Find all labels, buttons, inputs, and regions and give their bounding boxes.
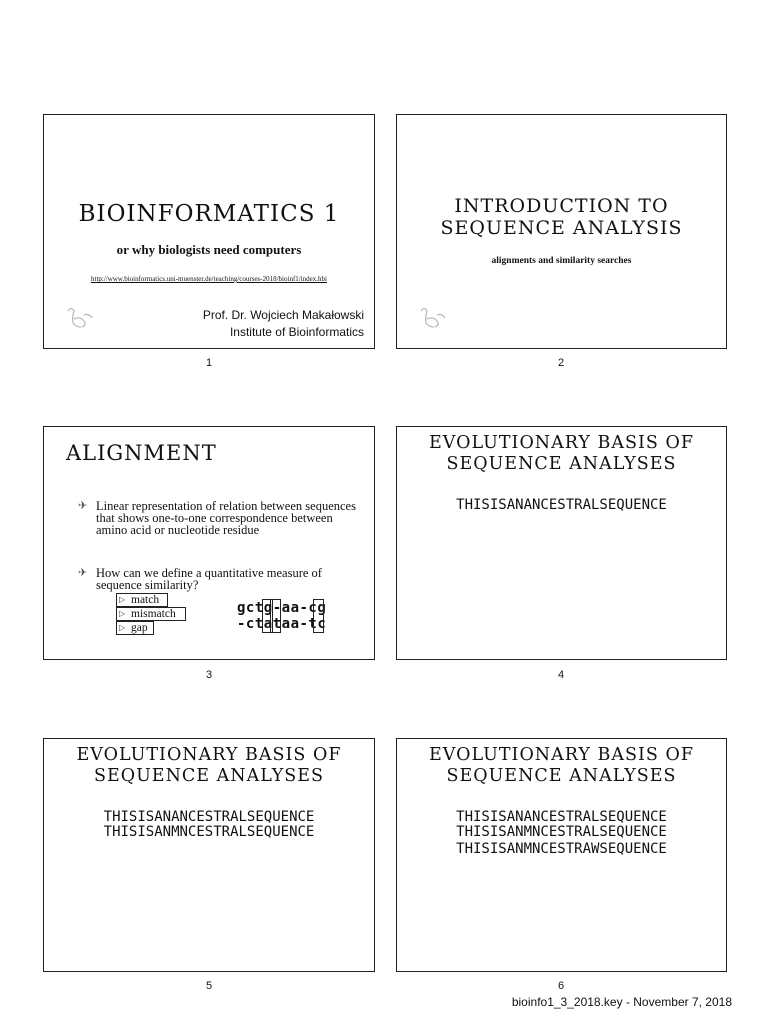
slide-6-number: 6: [557, 980, 565, 992]
institute-logo-icon: [64, 305, 98, 331]
slide-3-bullet-2: ✈ How can we define a quantitative measure of sequence similarity?: [78, 566, 322, 592]
slide-2-subtitle: alignments and similarity searches: [491, 256, 632, 266]
slide-1-subtitle: or why biologists need computers: [116, 242, 302, 257]
sequence-line: THISISANMNCESTRALSEQUENCE: [103, 824, 315, 840]
slide-2: [396, 114, 727, 349]
page-footer: bioinfo1_3_2018.key - November 7, 2018: [511, 995, 732, 1009]
triangle-bullet-icon: ▷: [119, 623, 126, 632]
slide-1: [43, 114, 375, 349]
slide-5-title-line2: SEQUENCE ANALYSES: [93, 766, 325, 786]
slide-3-number: 3: [205, 669, 213, 681]
slide-5-title-line1: EVOLUTIONARY BASIS OF: [76, 745, 342, 765]
institute-logo-icon: [417, 305, 451, 331]
slide-4-title-line2: SEQUENCE ANALYSES: [446, 454, 677, 474]
slide-2-title-line2: SEQUENCE ANALYSIS: [440, 217, 683, 239]
slide-1-number: 1: [205, 357, 213, 369]
slide-4: [396, 426, 727, 660]
arrow-bullet-icon: ✈: [78, 567, 88, 579]
sub-item-match: ▷ match: [116, 593, 168, 607]
alignment-top-row: gctg-aa-cg: [237, 600, 327, 616]
slide-1-url[interactable]: http://www.bioinformatics.uni-muenster.de/teaching/courses-2018/bioinf1/index.hbi: [91, 275, 327, 283]
sub-item-mismatch: ▷ mismatch: [116, 607, 186, 621]
slide-3: [43, 426, 375, 660]
slide-2-title-line1: INTRODUCTION TO: [454, 195, 669, 217]
sequence-line: THISISANMNCESTRALSEQUENCE: [456, 824, 667, 840]
triangle-bullet-icon: ▷: [119, 609, 126, 618]
alignment-bottom-row: -ctataa-tc: [237, 616, 327, 632]
slide-5: [43, 738, 375, 972]
slide-1-author: Prof. Dr. Wojciech Makałowski: [202, 308, 364, 322]
sequence-line: THISISANANCESTRALSEQUENCE: [456, 497, 667, 513]
slide-3-bullet-1: ✈ Linear representation of relation between sequences that shows one-to-one correspondence between amino acid or nucleotide residue: [78, 499, 356, 537]
slide-6-title-line1: EVOLUTIONARY BASIS OF: [429, 745, 694, 765]
slide-2-number: 2: [557, 357, 565, 369]
slide-1-institute: Institute of Bioinformatics: [229, 325, 364, 339]
alignment-gap-box: [313, 599, 324, 633]
slide-6: [396, 738, 727, 972]
arrow-bullet-icon: ✈: [78, 500, 88, 512]
slide-3-title: ALIGNMENT: [66, 441, 217, 465]
slide-4-number: 4: [557, 669, 565, 681]
slide-1-title: BIOINFORMATICS 1: [78, 201, 340, 227]
slide-4-title-line1: EVOLUTIONARY BASIS OF: [429, 433, 694, 453]
slide-5-number: 5: [205, 980, 213, 992]
sequence-line: THISISANANCESTRALSEQUENCE: [456, 809, 667, 825]
triangle-bullet-icon: ▷: [119, 595, 126, 604]
sequence-line: THISISANMNCESTRAWSEQUENCE: [456, 841, 667, 857]
sequence-line: THISISANANCESTRALSEQUENCE: [103, 809, 315, 825]
slide-6-title-line2: SEQUENCE ANALYSES: [446, 766, 677, 786]
alignment-match-box: [270, 599, 281, 633]
sub-item-gap: ▷ gap: [116, 621, 154, 635]
